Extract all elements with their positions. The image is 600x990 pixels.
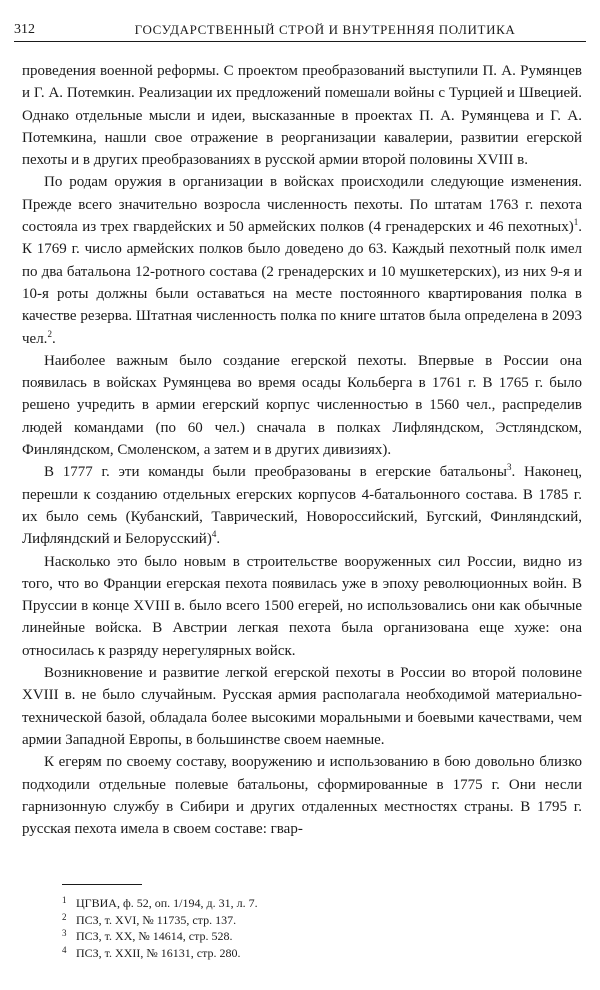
- footnote-ref: 4: [211, 529, 217, 540]
- body-text: [22, 60, 582, 840]
- paragraph-text: . Наконец, перешли к созданию отдельных егерских корпусов 4-батальонного состава. В 1785 г. их было семь (Кубанский, Таврический, Новороссийский, Бугский, Финляндский, Лифляндский и Белорусский): [22, 464, 582, 548]
- footnote-text: ПСЗ, т. XX, № 14614, стр. 528.: [76, 929, 233, 943]
- paragraph: Возникновение и развитие легкой егерской пехоты в России во второй половине XVIII в. не было случайным. Русская армия располагала необходимой материально-технической базой, обладала более высокими моральными и боевыми качествами, чем армии Западной Европы, в большинстве своем наемные.: [22, 665, 582, 748]
- paragraph: [22, 461, 582, 550]
- paragraph-text: .: [216, 531, 221, 548]
- footnote-ref: 3: [507, 462, 512, 473]
- paragraph-text: . К 1769 г. число армейских полков было доведено до 63. Каждый пехотный полк имел по два батальона 12-ротного состава (2 гренадерских и 10 мушкетерских), из них 9-я и 10-я роты должны были оставаться на месте постоянного квартирования полка в качестве резерва. Штатная численность полка по книге штатов была определена в 2093 чел.: [22, 219, 582, 347]
- footnote-ref: 1: [573, 217, 579, 228]
- footnote: [62, 912, 582, 929]
- footnote-text: ПСЗ, т. XVI, № 11735, стр. 137.: [76, 912, 237, 927]
- paragraph-text: По родам оружия в организации в войсках происходили следующие изменения. Прежде всего значительно возросла численность пехоты. По штатам 1763 г. пехота состояла из трех гвардейских и 50 армейских полков (4 гренадерских и 46 пехотных): [22, 174, 582, 236]
- paragraph: Насколько это было новым в строительстве вооруженных сил России, видно из того, что во Франции егерская пехота появилась уже в эпоху революционных войн. В Пруссии в конце XVIII в. было всего 1500 егерей, но использовались они как обычные линейные войска. В Австрии легкая пехота была организована еще хуже: она относилась к разряду нерегулярных войск.: [22, 553, 582, 659]
- footnote-mark: 4: [62, 944, 67, 955]
- paragraph: К егерям по своему составу, вооружению и использованию в бою довольно близко подходили отдельные полевые батальоны, сформированные в 1775 г. Они несли гарнизонную службу в Сибири и других отдаленных местностях страны. В 1795 г. русская пехота имела в своем составе: гвар-: [22, 754, 582, 838]
- paragraph: Наиболее важным было создание егерской пехоты. Впервые в России она появилась в войсках Румянцева во время осады Кольберга в 1761 г. В 1765 г. было решено учредить в армии егерский корпус численностью в 1560 чел., распределив людей командами (по 60 чел.) сначала в полках Лифляндском, Эстляндском, Финляндском, Смоленском, а затем и в других дивизиях).: [22, 352, 582, 459]
- paragraph: проведения военной реформы. С проектом преобразований выступили П. А. Румянцев и Г. А. Потемкин. Реализации их предложений помешали войны с Турцией и Швецией. Однако отдельные мысли и идеи, высказанные в проектах П. А. Румянцева и Г. А. Потемкина, нашли свое отражение в реорганизации кавалерии, развитии егерской пехоты и в других преобразованиях в русской армии второй половины XVIII в.: [22, 63, 582, 169]
- footnote: [62, 895, 582, 912]
- footnote-mark: 2: [62, 911, 67, 922]
- footnote-ref: 2: [47, 328, 52, 339]
- footnote-divider: [62, 884, 142, 885]
- page-number: 312: [14, 22, 35, 37]
- footnotes: [62, 895, 582, 961]
- paragraph-text: .: [51, 330, 56, 347]
- footnote-mark: 1: [62, 895, 67, 905]
- footnote-text: ПСЗ, т. XXII, № 16131, стр. 280.: [76, 945, 241, 960]
- footnote-mark: 3: [62, 928, 67, 938]
- running-head: [14, 18, 586, 42]
- footnote-text: ЦГВИА, ф. 52, оп. 1/194, д. 31, л. 7.: [76, 896, 258, 910]
- footnote: [62, 945, 582, 962]
- paragraph: [22, 171, 582, 349]
- running-title: ГОСУДАРСТВЕННЫЙ СТРОЙ И ВНУТРЕННЯЯ ПОЛИТИКА: [134, 22, 516, 37]
- paragraph-text: В 1777 г. эти команды были преобразованы в егерские батальоны: [44, 464, 508, 481]
- footnote: [62, 928, 582, 945]
